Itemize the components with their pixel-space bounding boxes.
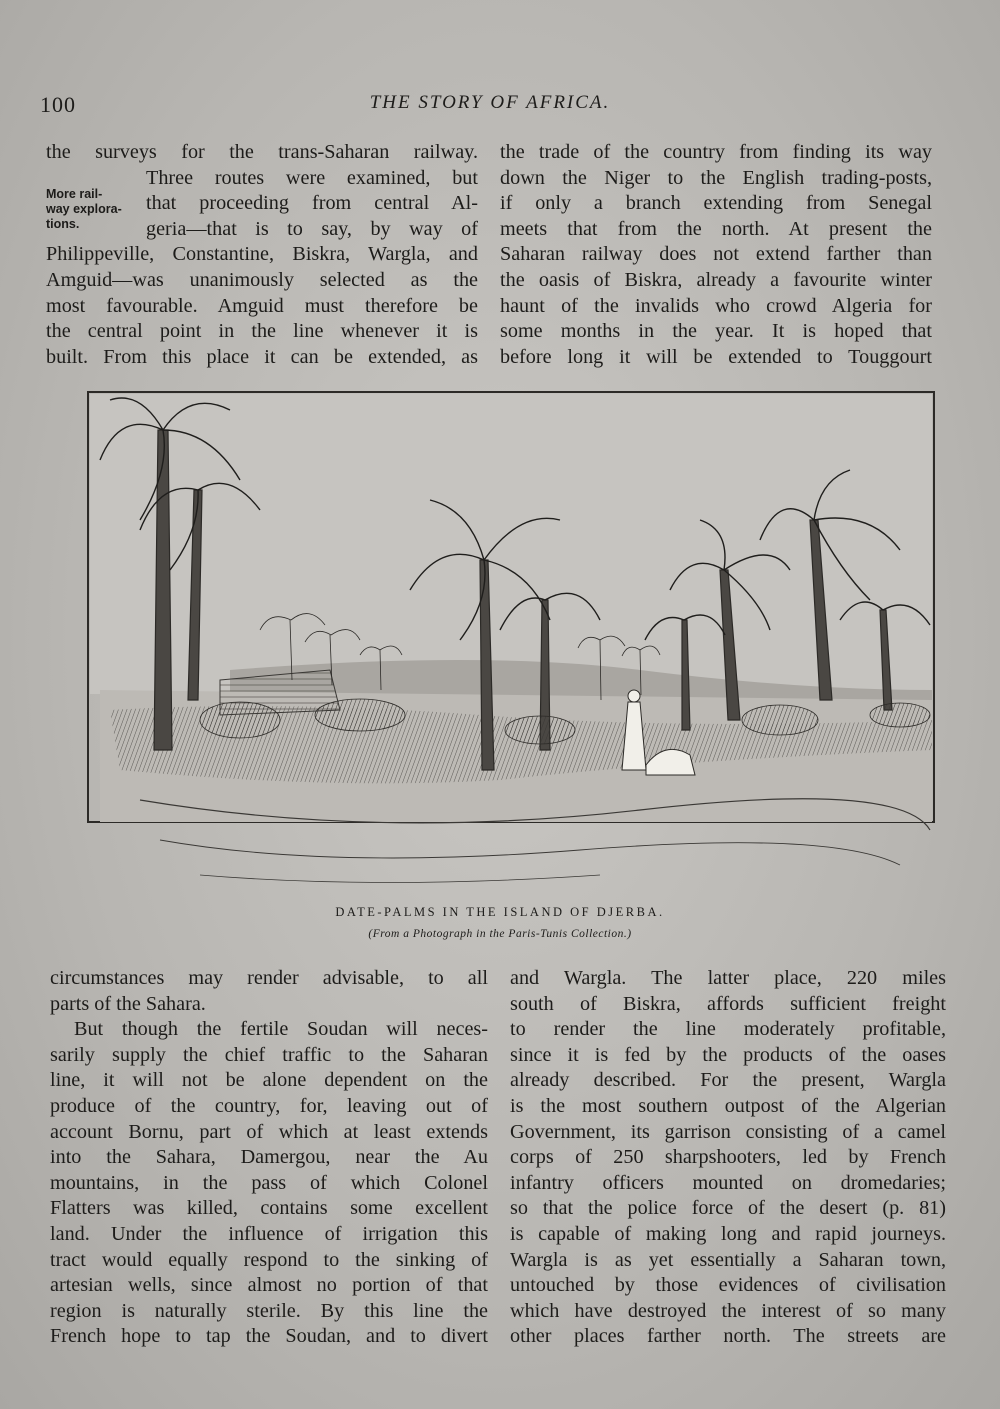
text-line: corps of 250 sharpshooters, led by French — [510, 1146, 946, 1169]
text-line: geria—that is to say, by way of — [146, 217, 478, 240]
text-line: tract would equally respond to the sinking of — [50, 1248, 488, 1271]
text-line: and Wargla. The latter place, 220 miles — [510, 967, 946, 989]
date-palms-engraving — [80, 370, 942, 900]
text-line: the oasis of Biskra, already a favourite winter — [500, 268, 932, 291]
text-column-top-left — [46, 140, 478, 370]
text-line: which have destroyed the interest of so many — [510, 1299, 946, 1322]
text-line: line, it will not be alone dependent on the — [50, 1069, 488, 1092]
text-line: land. Under the influence of irrigation this — [50, 1222, 488, 1245]
text-line: the central point in the line whenever it is — [46, 320, 478, 343]
text-line: south of Biskra, affords sufficient freight — [510, 992, 946, 1015]
text-column-top-right — [500, 140, 932, 370]
running-head — [40, 92, 940, 122]
text-line: account Bornu, part of which at least extends — [50, 1120, 488, 1143]
text-column-bottom-right — [510, 966, 946, 1350]
text-line: if only a branch extending from Senegal — [500, 192, 932, 215]
text-line: produce of the country, for, leaving out of — [50, 1094, 488, 1117]
text-line: infantry officers mounted on dromedaries; — [510, 1171, 946, 1194]
shoulder-note-line: tions. — [46, 217, 80, 231]
text-line: since it is fed by the products of the oases — [510, 1043, 946, 1066]
text-line: Three routes were examined, but — [146, 166, 478, 189]
shoulder-note-line: way explora- — [46, 202, 122, 216]
text-line: is the most southern outpost of the Algerian — [510, 1094, 946, 1117]
text-line: Government, its garrison consisting of a camel — [510, 1120, 946, 1143]
text-column-bottom-left — [50, 966, 488, 1350]
text-line: into the Sahara, Damergou, near the Au — [50, 1146, 488, 1169]
figure-source: (From a Photograph in the Paris-Tunis Collection.) — [368, 928, 632, 940]
text-line: parts of the Sahara. — [50, 992, 206, 1015]
text-line: artesian wells, since almost no portion of that — [50, 1274, 488, 1297]
text-line: some months in the year. It is hoped that — [500, 320, 932, 343]
running-title: THE STORY OF AFRICA. — [369, 92, 611, 113]
shoulder-note-line: More rail- — [46, 187, 103, 201]
text-line: Amguid—was unanimously selected as the — [46, 268, 478, 291]
text-line: Philippeville, Constantine, Biskra, Wargla, and — [46, 243, 478, 266]
text-line: haunt of the invalids who crowd Algeria for — [500, 294, 932, 317]
text-line: But though the fertile Soudan will neces- — [74, 1018, 488, 1041]
text-line: the trade of the country from finding its way — [500, 141, 932, 163]
text-line: circumstances may render advisable, to all — [50, 967, 488, 989]
text-line: built. From this place it can be extended, as — [46, 345, 478, 368]
text-line: before long it will be extended to Touggourt — [500, 345, 932, 368]
text-line: region is naturally sterile. By this line the — [50, 1299, 488, 1322]
figure-caption: DATE-PALMS IN THE ISLAND OF DJERBA. — [335, 905, 665, 919]
text-line: sarily supply the chief traffic to the Saharan — [50, 1043, 488, 1066]
text-line: most favourable. Amguid must therefore be — [46, 294, 478, 317]
text-line: mountains, in the pass of which Colonel — [50, 1171, 488, 1194]
page-number: 100 — [40, 92, 76, 117]
text-line: other places farther north. The streets are — [510, 1325, 946, 1348]
text-line: French hope to tap the Soudan, and to divert — [50, 1325, 488, 1348]
text-line: down the Niger to the English trading-posts, — [500, 166, 932, 189]
text-line: untouched by those evidences of civilisation — [510, 1274, 946, 1297]
text-line: already described. For the present, Wargla — [510, 1069, 946, 1092]
text-line: that proceeding from central Al- — [146, 192, 478, 215]
text-line: Saharan railway does not extend farther than — [500, 243, 932, 266]
text-line: meets that from the north. At present the — [500, 217, 932, 240]
text-line: the surveys for the trans-Saharan railway. — [46, 141, 478, 163]
text-line: so that the police force of the desert (p. 81) — [510, 1197, 946, 1220]
text-line: is capable of making long and rapid journeys. — [510, 1222, 946, 1245]
text-line: Flatters was killed, contains some excellent — [50, 1197, 488, 1220]
text-line: to render the line moderately profitable, — [510, 1018, 946, 1041]
text-line: Wargla is as yet essentially a Saharan town, — [510, 1248, 946, 1271]
